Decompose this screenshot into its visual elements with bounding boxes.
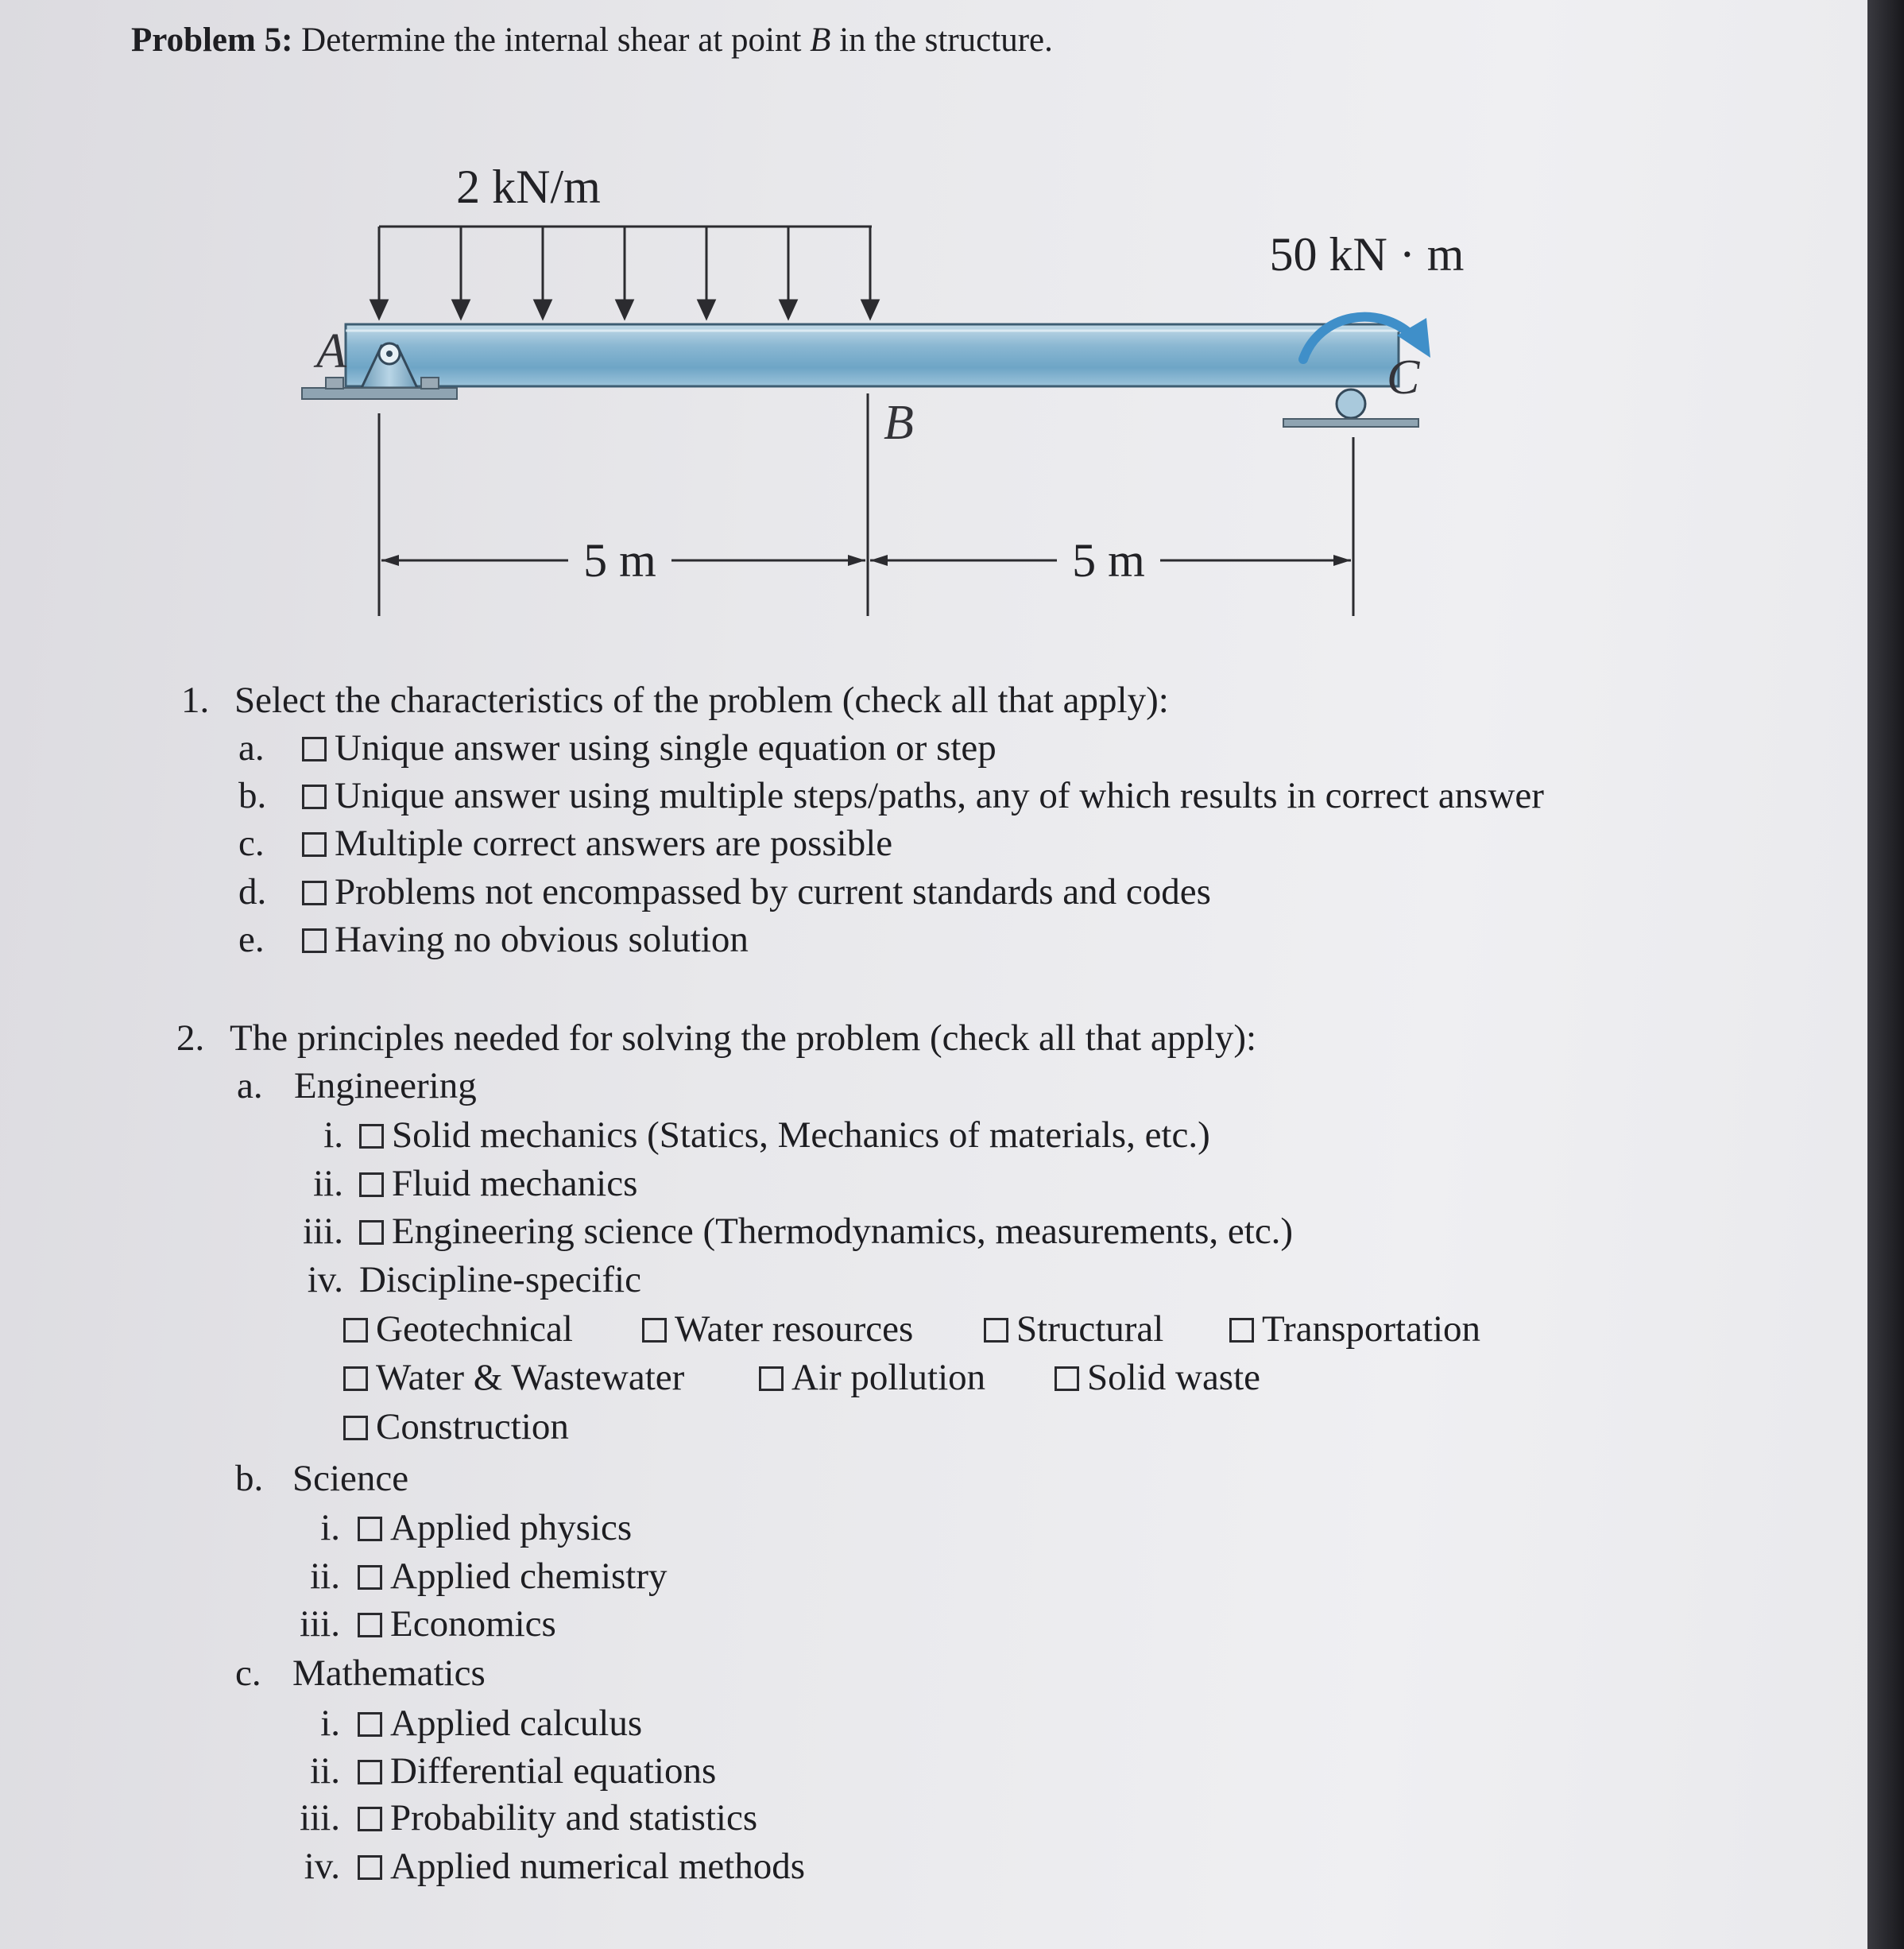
beam-figure <box>270 151 1494 636</box>
item-label: ii. <box>313 1163 343 1204</box>
item-label: i. <box>323 1114 343 1156</box>
engineering-heading <box>237 1067 477 1105</box>
checkbox[interactable] <box>302 928 327 953</box>
discipline-water-resources[interactable] <box>642 1308 914 1350</box>
item-text: Engineering science (Thermodynamics, measurements, etc.) <box>392 1211 1294 1252</box>
discipline-text: Construction <box>376 1406 569 1447</box>
load-arrow-head <box>535 300 551 318</box>
discipline-water-wastewater[interactable] <box>343 1359 684 1397</box>
item-label: ii. <box>310 1556 340 1597</box>
item-text: Probability and statistics <box>390 1797 758 1839</box>
item-label: iii. <box>303 1211 343 1252</box>
item-label: iv. <box>304 1846 340 1887</box>
checkbox[interactable] <box>1055 1366 1079 1391</box>
screen-edge <box>1867 0 1904 1949</box>
dim-arrow <box>381 555 399 566</box>
section-title: Engineering <box>294 1065 477 1106</box>
discipline-geotechnical[interactable] <box>343 1308 573 1350</box>
option-label: a. <box>238 727 265 769</box>
discipline-text: Geotechnical <box>376 1308 573 1350</box>
item-text: Applied calculus <box>390 1703 643 1744</box>
math-item-4[interactable] <box>291 1848 805 1885</box>
item-text: Solid mechanics (Statics, Mechanics of materials, etc.) <box>392 1114 1210 1156</box>
discipline-title: Discipline-specific <box>359 1259 641 1300</box>
span-left-label: 5 m <box>583 534 656 587</box>
question-1-number: 1. <box>181 680 210 721</box>
checkbox[interactable] <box>358 1712 382 1737</box>
item-label: iv. <box>307 1259 343 1300</box>
checkbox[interactable] <box>343 1318 368 1343</box>
science-item-1[interactable] <box>291 1509 632 1547</box>
item-label: iii. <box>300 1797 340 1839</box>
checkbox[interactable] <box>358 1517 382 1541</box>
load-label: 2 kN/m <box>456 161 601 213</box>
option-text: Unique answer using single equation or step <box>335 727 997 769</box>
section-title: Mathematics <box>292 1653 486 1694</box>
checkbox[interactable] <box>302 832 327 857</box>
checkbox[interactable] <box>359 1220 384 1245</box>
item-label: i. <box>320 1703 340 1744</box>
checkbox[interactable] <box>358 1565 382 1590</box>
math-item-1[interactable] <box>291 1705 642 1742</box>
checkbox[interactable] <box>358 1613 382 1637</box>
checkbox[interactable] <box>343 1366 368 1391</box>
load-arrow-head <box>780 300 796 318</box>
checkbox[interactable] <box>759 1366 784 1391</box>
point-b-label: B <box>884 396 914 450</box>
checkbox[interactable] <box>984 1318 1008 1343</box>
title-text-after: in the structure. <box>830 21 1053 59</box>
span-right-label: 5 m <box>1072 534 1145 587</box>
engineering-item-3[interactable] <box>294 1213 1293 1250</box>
question-2 <box>176 1017 1257 1059</box>
discipline-structural[interactable] <box>984 1308 1164 1350</box>
discipline-air-pollution[interactable] <box>759 1359 985 1397</box>
q1-option-c[interactable] <box>238 825 892 862</box>
q1-option-e[interactable] <box>238 921 749 959</box>
load-arrow-head <box>371 300 387 318</box>
discipline-transportation[interactable] <box>1229 1308 1481 1350</box>
discipline-heading <box>294 1261 641 1299</box>
option-text: Having no obvious solution <box>335 919 749 960</box>
moment-label: 50 kN · m <box>1269 228 1465 281</box>
problem-title <box>131 21 1053 60</box>
engineering-item-1[interactable] <box>294 1114 1210 1156</box>
distributed-load-arrows <box>371 227 878 318</box>
q1-option-b[interactable] <box>238 777 1544 815</box>
item-text: Applied chemistry <box>390 1556 668 1597</box>
item-text: Fluid mechanics <box>392 1163 638 1204</box>
item-text: Applied physics <box>390 1507 633 1548</box>
discipline-construction[interactable] <box>343 1408 569 1446</box>
question-2-text: The principles needed for solving the problem (check all that apply): <box>230 1017 1257 1059</box>
problem-prefix: Problem 5: <box>131 21 293 59</box>
load-arrow-head <box>617 300 633 318</box>
question-2-number: 2. <box>176 1017 205 1059</box>
discipline-solid-waste[interactable] <box>1055 1359 1260 1397</box>
checkbox[interactable] <box>358 1760 382 1784</box>
checkbox[interactable] <box>358 1855 382 1880</box>
item-label: iii. <box>300 1603 340 1645</box>
dim-arrow <box>848 555 865 566</box>
item-text: Differential equations <box>390 1750 717 1792</box>
item-label: ii. <box>310 1750 340 1792</box>
item-text: Applied numerical methods <box>390 1846 806 1887</box>
discipline-text: Solid waste <box>1087 1357 1261 1398</box>
checkbox[interactable] <box>343 1416 368 1440</box>
checkbox[interactable] <box>302 737 327 761</box>
dim-arrow <box>1333 555 1351 566</box>
item-text: Economics <box>390 1603 556 1645</box>
option-text: Multiple correct answers are possible <box>335 823 893 864</box>
question-1-text: Select the characteristics of the problem (check all that apply): <box>234 680 1169 721</box>
science-item-2[interactable] <box>291 1558 668 1595</box>
option-text: Problems not encompassed by current standards and codes <box>335 871 1211 913</box>
load-arrow-head <box>862 300 878 318</box>
discipline-text: Transportation <box>1262 1308 1481 1350</box>
option-label: d. <box>238 871 267 913</box>
checkbox[interactable] <box>302 785 327 809</box>
math-item-3[interactable] <box>291 1797 758 1839</box>
title-point: B <box>810 21 831 59</box>
q1-option-a[interactable] <box>238 727 997 769</box>
option-label: b. <box>238 775 267 816</box>
mathematics-heading <box>235 1655 486 1692</box>
option-text: Unique answer using multiple steps/paths, any of which results in correct answer <box>335 775 1544 816</box>
discipline-text: Air pollution <box>791 1357 986 1398</box>
checkbox[interactable] <box>359 1172 384 1197</box>
question-1 <box>181 682 1169 719</box>
discipline-text: Water & Wastewater <box>376 1357 685 1398</box>
section-title: Science <box>292 1458 409 1499</box>
section-label: b. <box>235 1458 264 1499</box>
point-a-label: A <box>316 324 346 378</box>
option-label: c. <box>238 823 265 864</box>
option-label: e. <box>238 919 265 960</box>
checkbox[interactable] <box>302 881 327 905</box>
engineering-item-2[interactable] <box>294 1165 637 1203</box>
science-item-3[interactable] <box>291 1603 556 1645</box>
discipline-text: Water resources <box>675 1308 914 1350</box>
title-text-before: Determine the internal shear at point <box>292 21 811 59</box>
section-label: a. <box>237 1065 263 1106</box>
beam-diagram <box>270 151 1494 636</box>
load-arrow-head <box>699 300 714 318</box>
checkbox[interactable] <box>359 1124 384 1149</box>
science-heading <box>235 1460 408 1498</box>
checkbox[interactable] <box>642 1318 667 1343</box>
math-item-2[interactable] <box>291 1750 717 1792</box>
dim-arrow <box>870 555 888 566</box>
q1-option-d[interactable] <box>238 871 1211 913</box>
discipline-text: Structural <box>1016 1308 1164 1350</box>
item-label: i. <box>320 1507 340 1548</box>
point-c-label: C <box>1387 351 1420 405</box>
checkbox[interactable] <box>358 1807 382 1831</box>
checkbox[interactable] <box>1229 1318 1254 1343</box>
beam <box>346 324 1399 386</box>
section-label: c. <box>235 1653 261 1694</box>
load-arrow-head <box>453 300 469 318</box>
